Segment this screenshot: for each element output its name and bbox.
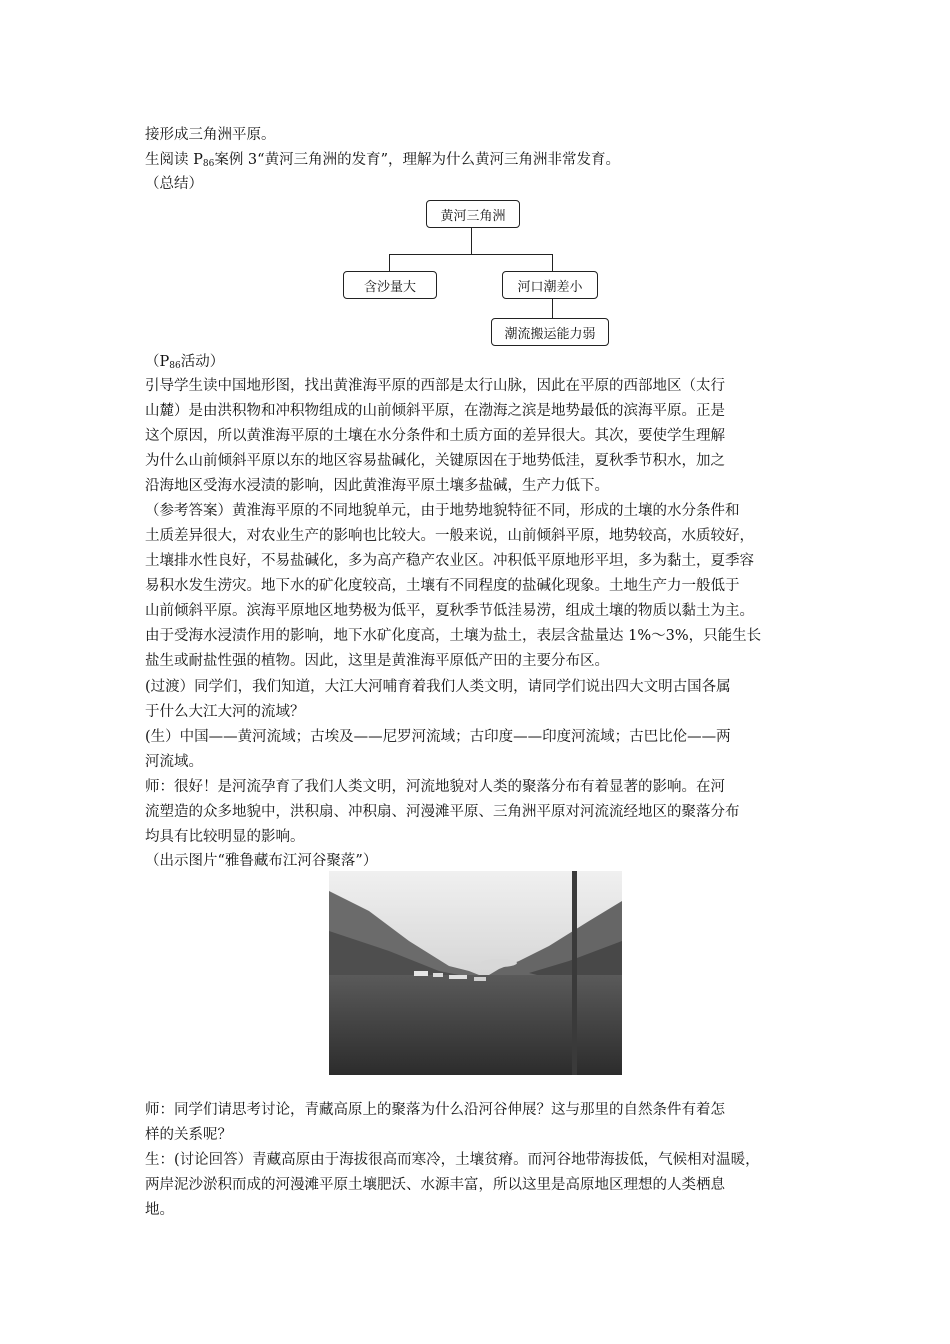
text-line: 易积水发生涝灾。地下水的矿化度较高，土壤有不同程度的盐碱化现象。土地生产力一般低于: [145, 578, 740, 594]
diagram-right-child-box: 潮流搬运能力弱: [491, 318, 609, 346]
text-line: （参考答案）黄淮海平原的不同地貌单元，由于地势地貌特征不同，形成的土壤的水分条件和: [145, 503, 740, 519]
diagram-right-box: 河口潮差小: [502, 271, 598, 299]
text-line: 为什么山前倾斜平原以东的地区容易盐碱化，关键原因在于地势低洼，夏秋季节积水，加之: [145, 453, 725, 469]
text-line: 山麓）是由洪积物和冲积物组成的山前倾斜平原，在渤海之滨是地势最低的滨海平原。正是: [145, 403, 725, 419]
text-line: 山前倾斜平原。滨海平原地区地势极为低平，夏秋季节低洼易涝，组成土壤的物质以黏土为主。: [145, 603, 754, 619]
text-line: 土质差异很大，对农业生产的影响也比较大。一般来说，山前倾斜平原，地势较高，水质较好，: [145, 528, 754, 544]
photo-illustration: [329, 871, 622, 1075]
text-line: 两岸泥沙淤积而成的河漫滩平原土壤肥沃、水源丰富，所以这里是高原地区理想的人类栖息: [145, 1177, 725, 1193]
text-line: 生阅读 $P_{86}$案例 3“黄河三角洲的发育”，理解为什么黄河三角洲非常发育。: [145, 152, 620, 169]
diagram-connector: [471, 227, 472, 254]
text-line: 沿海地区受海水浸渍的影响，因此黄淮海平原土壤多盐碱，生产力低下。: [145, 478, 609, 494]
text-line: 引导学生读中国地形图，找出黄淮海平原的西部是太行山脉，因此在平原的西部地区（太行: [145, 378, 725, 394]
text-line: 这个原因，所以黄淮海平原的土壤在水分条件和土质方面的差异很大。其次，要使学生理解: [145, 428, 725, 444]
text-line: 地。: [145, 1202, 174, 1218]
text-line: (过渡）同学们，我们知道，大江大河哺育着我们人类文明，请同学们说出四大文明古国各属: [145, 679, 731, 695]
diagram-root-box: 黄河三角洲: [426, 200, 520, 228]
section-label-summary: （总结）: [145, 176, 203, 192]
diagram-connector: [552, 254, 553, 271]
section-label-activity: （$P_{86}$活动）: [145, 354, 225, 371]
diagram-connector: [552, 298, 553, 318]
text-line: 流塑造的众多地貌中，洪积扇、冲积扇、河漫滩平原、三角洲平原对河流流经地区的聚落分布: [145, 804, 740, 820]
text-line: (生）中国——黄河流域；古埃及——尼罗河流域；古印度——印度河流域；古巴比伦——两: [145, 729, 731, 745]
text-line: 接形成三角洲平原。: [145, 127, 276, 143]
text-line: 于什么大江大河的流域？: [145, 704, 305, 720]
figure-caption: （出示图片“雅鲁藏布江河谷聚落”）: [145, 853, 378, 869]
text-line: 师：同学们请思考讨论，青藏高原上的聚落为什么沿河谷伸展？这与那里的自然条件有着怎: [145, 1102, 725, 1118]
text-line: 均具有比较明显的影响。: [145, 829, 305, 845]
diagram-connector: [389, 254, 553, 255]
text-line: 师：很好！是河流孕育了我们人类文明，河流地貌对人类的聚落分布有着显著的影响。在河: [145, 779, 725, 795]
text-line: 由于受海水浸渍作用的影响，地下水矿化度高，土壤为盐土，表层含盐量达 1%～3%，只能生长: [145, 628, 762, 644]
text-line: 样的关系呢？: [145, 1127, 232, 1143]
diagram-left-box: 含沙量大: [343, 271, 437, 299]
text-line: 盐生或耐盐性强的植物。因此，这里是黄淮海平原低产田的主要分布区。: [145, 653, 609, 669]
text-line: 河流域。: [145, 754, 203, 770]
diagram-connector: [389, 254, 390, 271]
text-line: 土壤排水性良好，不易盐碱化，多为高产稳产农业区。冲积低平原地形平坦，多为黏土，夏季容: [145, 553, 754, 569]
valley-settlement-photo: [329, 871, 622, 1075]
text-line: 生：(讨论回答）青藏高原由于海拔很高而寒冷，土壤贫瘠。而河谷地带海拔低，气候相对温暖，: [145, 1152, 760, 1168]
